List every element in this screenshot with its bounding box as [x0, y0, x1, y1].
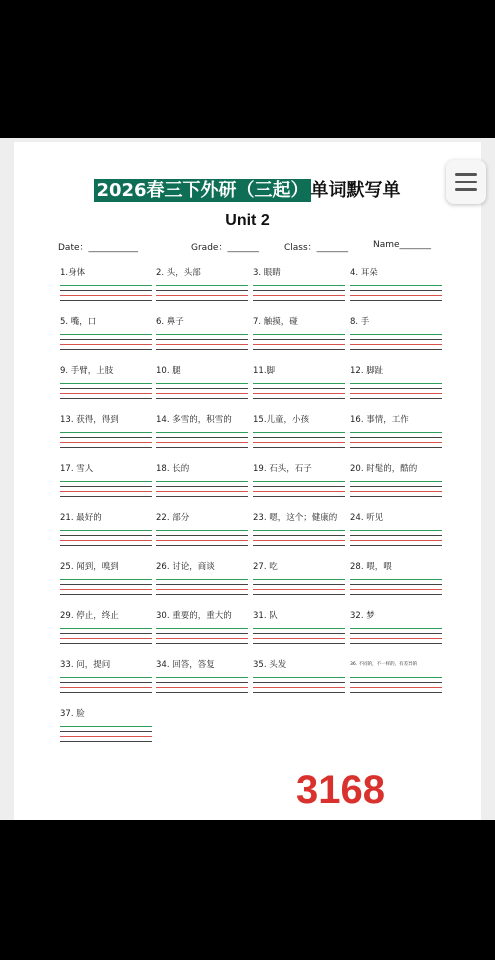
word-item	[60, 511, 152, 546]
writing-lines[interactable]	[253, 432, 345, 448]
writing-lines[interactable]	[156, 334, 248, 350]
writing-line	[156, 447, 248, 448]
writing-line	[350, 496, 442, 497]
writing-line	[156, 643, 248, 644]
writing-line	[350, 295, 442, 296]
writing-line	[60, 584, 152, 585]
word-item	[60, 266, 152, 301]
word-item-label: 7. 触摸，碰	[253, 317, 298, 327]
writing-line	[156, 628, 248, 629]
word-item-label: 32. 梦	[350, 611, 375, 621]
word-item-label: 30. 重要的，重大的	[156, 611, 232, 621]
word-item-label: 20. 时髦的，酷的	[350, 464, 418, 474]
word-item	[253, 315, 345, 350]
name-field: Name_______	[373, 240, 432, 250]
writing-lines[interactable]	[350, 579, 442, 595]
word-item	[350, 462, 442, 497]
writing-lines[interactable]	[350, 383, 442, 399]
counter-badge: 3168	[296, 768, 385, 812]
writing-lines[interactable]	[350, 481, 442, 497]
word-item	[350, 266, 442, 301]
writing-line	[60, 535, 152, 536]
writing-line	[253, 496, 345, 497]
writing-line	[350, 677, 442, 678]
word-item-label: 9. 手臂，上肢	[60, 366, 114, 376]
writing-line	[60, 339, 152, 340]
writing-line	[156, 393, 248, 394]
writing-line	[156, 633, 248, 634]
word-item-label: 14. 多雪的，积雪的	[156, 415, 232, 425]
writing-line	[253, 290, 345, 291]
word-item-label: 26. 讨论，商谈	[156, 562, 215, 572]
writing-line	[253, 589, 345, 590]
word-item-label: 22. 部分	[156, 513, 190, 523]
word-item	[60, 315, 152, 350]
writing-line	[156, 638, 248, 639]
writing-line	[350, 643, 442, 644]
document-viewer[interactable]	[0, 138, 495, 820]
word-item	[60, 658, 152, 693]
date-field: Date：___________	[58, 243, 139, 253]
hamburger-menu-icon-bar	[455, 181, 477, 184]
hamburger-menu-icon	[455, 173, 477, 176]
writing-line	[156, 481, 248, 482]
writing-line	[60, 545, 152, 546]
word-item	[350, 511, 442, 546]
writing-line	[156, 300, 248, 301]
writing-line	[60, 442, 152, 443]
writing-line	[253, 545, 345, 546]
writing-line	[253, 633, 345, 634]
writing-lines[interactable]	[60, 726, 152, 742]
writing-lines[interactable]	[350, 530, 442, 546]
writing-lines[interactable]	[156, 628, 248, 644]
writing-line	[156, 388, 248, 389]
writing-line	[253, 481, 345, 482]
writing-line	[60, 383, 152, 384]
word-item	[60, 364, 152, 399]
writing-line	[156, 285, 248, 286]
writing-line	[156, 349, 248, 350]
word-item	[156, 413, 248, 448]
writing-line	[156, 339, 248, 340]
writing-line	[253, 677, 345, 678]
writing-line	[350, 486, 442, 487]
worksheet-page	[14, 142, 481, 820]
writing-line	[253, 628, 345, 629]
writing-line	[156, 589, 248, 590]
writing-lines[interactable]	[156, 432, 248, 448]
writing-line	[253, 334, 345, 335]
writing-line	[60, 692, 152, 693]
writing-line	[60, 496, 152, 497]
word-item	[253, 560, 345, 595]
writing-line	[350, 545, 442, 546]
writing-line	[156, 344, 248, 345]
writing-lines[interactable]	[253, 334, 345, 350]
writing-line	[350, 290, 442, 291]
writing-lines[interactable]	[60, 628, 152, 644]
word-item	[156, 462, 248, 497]
writing-lines[interactable]	[60, 432, 152, 448]
grade-field: Grade：_______	[191, 243, 259, 253]
writing-line	[60, 687, 152, 688]
word-item	[156, 560, 248, 595]
word-item-label: 33. 问，提问	[60, 660, 111, 670]
writing-lines[interactable]	[60, 579, 152, 595]
writing-line	[60, 638, 152, 639]
writing-line	[350, 638, 442, 639]
writing-line	[350, 491, 442, 492]
writing-line	[350, 344, 442, 345]
word-item	[350, 560, 442, 595]
writing-line	[253, 432, 345, 433]
writing-line	[60, 447, 152, 448]
writing-line	[253, 540, 345, 541]
writing-line	[253, 643, 345, 644]
word-item	[60, 560, 152, 595]
writing-line	[60, 677, 152, 678]
word-item	[156, 511, 248, 546]
writing-line	[350, 584, 442, 585]
writing-line	[156, 383, 248, 384]
word-item-label: 13. 获得，得到	[60, 415, 119, 425]
writing-line	[60, 628, 152, 629]
writing-line	[350, 388, 442, 389]
writing-line	[253, 682, 345, 683]
word-item-label: 8. 手	[350, 317, 370, 327]
writing-line	[60, 579, 152, 580]
writing-line	[156, 290, 248, 291]
writing-line	[350, 447, 442, 448]
writing-line	[60, 432, 152, 433]
writing-line	[350, 540, 442, 541]
writing-lines[interactable]	[253, 481, 345, 497]
word-item-label: 34. 回答，答复	[156, 660, 215, 670]
writing-line	[60, 290, 152, 291]
word-item-label: 11.脚	[253, 366, 276, 376]
writing-lines[interactable]	[60, 677, 152, 693]
writing-lines[interactable]	[60, 334, 152, 350]
writing-line	[253, 383, 345, 384]
word-item-label: 10. 腿	[156, 366, 181, 376]
writing-line	[156, 442, 248, 443]
writing-line	[60, 594, 152, 595]
writing-line	[253, 300, 345, 301]
writing-line	[253, 486, 345, 487]
writing-line	[60, 388, 152, 389]
writing-line	[156, 496, 248, 497]
title-rest: 单词默写单	[310, 180, 401, 201]
writing-line	[60, 741, 152, 742]
writing-line	[156, 535, 248, 536]
writing-line	[156, 432, 248, 433]
writing-lines[interactable]	[253, 579, 345, 595]
writing-line	[156, 692, 248, 693]
writing-line	[350, 682, 442, 683]
writing-lines[interactable]	[156, 530, 248, 546]
writing-line	[350, 530, 442, 531]
word-item	[253, 511, 345, 546]
writing-line	[253, 285, 345, 286]
writing-line	[253, 692, 345, 693]
writing-line	[60, 344, 152, 345]
writing-line	[350, 633, 442, 634]
word-item	[60, 462, 152, 497]
word-item	[156, 658, 248, 693]
writing-line	[350, 437, 442, 438]
writing-line	[253, 442, 345, 443]
writing-line	[156, 687, 248, 688]
writing-line	[350, 300, 442, 301]
word-item-label: 12. 脚趾	[350, 366, 384, 376]
word-item-label: 17. 雪人	[60, 464, 94, 474]
writing-lines[interactable]	[156, 579, 248, 595]
writing-line	[60, 726, 152, 727]
word-item	[253, 266, 345, 301]
word-item-label: 1.身体	[60, 268, 86, 278]
writing-line	[350, 285, 442, 286]
writing-line	[253, 579, 345, 580]
word-item	[253, 413, 345, 448]
word-item-label: 24. 听见	[350, 513, 384, 523]
writing-line	[350, 579, 442, 580]
writing-line	[60, 393, 152, 394]
writing-lines[interactable]	[253, 530, 345, 546]
writing-line	[156, 530, 248, 531]
word-item-label: 16. 事情，工作	[350, 415, 409, 425]
writing-line	[156, 334, 248, 335]
word-item	[156, 364, 248, 399]
writing-line	[253, 398, 345, 399]
writing-line	[350, 393, 442, 394]
writing-line	[350, 349, 442, 350]
writing-line	[350, 589, 442, 590]
word-item-label: 37. 脸	[60, 709, 85, 719]
writing-line	[253, 447, 345, 448]
writing-lines[interactable]	[350, 432, 442, 448]
writing-lines[interactable]	[156, 677, 248, 693]
title-highlight: 2026春三下外研（三起）	[96, 180, 309, 201]
word-item	[253, 462, 345, 497]
writing-lines[interactable]	[156, 481, 248, 497]
writing-line	[253, 393, 345, 394]
word-item	[350, 413, 442, 448]
word-item	[253, 658, 345, 693]
writing-line	[156, 398, 248, 399]
word-item	[350, 315, 442, 350]
writing-line	[60, 643, 152, 644]
writing-line	[60, 491, 152, 492]
writing-line	[253, 491, 345, 492]
writing-line	[60, 736, 152, 737]
writing-lines[interactable]	[253, 628, 345, 644]
writing-line	[60, 633, 152, 634]
word-item	[350, 609, 442, 644]
writing-line	[253, 584, 345, 585]
writing-lines[interactable]	[350, 677, 442, 693]
writing-line	[253, 349, 345, 350]
writing-lines[interactable]	[60, 383, 152, 399]
writing-line	[60, 589, 152, 590]
writing-lines[interactable]	[253, 677, 345, 693]
word-item-label: 31. 队	[253, 611, 278, 621]
writing-line	[253, 437, 345, 438]
writing-lines[interactable]	[156, 285, 248, 301]
writing-line	[156, 437, 248, 438]
writing-line	[156, 295, 248, 296]
word-item	[253, 364, 345, 399]
word-item	[60, 413, 152, 448]
class-field: Class：_______	[284, 243, 349, 253]
word-item	[156, 266, 248, 301]
writing-line	[60, 481, 152, 482]
writing-lines[interactable]	[253, 383, 345, 399]
writing-line	[350, 594, 442, 595]
writing-line	[60, 334, 152, 335]
writing-line	[156, 594, 248, 595]
writing-line	[60, 285, 152, 286]
word-item-label: 6. 鼻子	[156, 317, 184, 327]
writing-line	[60, 349, 152, 350]
writing-line	[60, 486, 152, 487]
word-item	[60, 707, 152, 742]
word-item-label: 36. 不同的，不一样的，有差异的	[350, 662, 418, 667]
writing-line	[253, 530, 345, 531]
word-item-label: 23. 嗯，这个；健康的	[253, 513, 338, 523]
writing-line	[253, 638, 345, 639]
writing-lines[interactable]	[60, 481, 152, 497]
writing-line	[60, 540, 152, 541]
word-item	[350, 364, 442, 399]
writing-line	[253, 388, 345, 389]
writing-line	[156, 491, 248, 492]
writing-line	[60, 398, 152, 399]
writing-line	[60, 300, 152, 301]
word-item-label: 29. 停止，终止	[60, 611, 119, 621]
writing-line	[253, 344, 345, 345]
writing-lines[interactable]	[253, 285, 345, 301]
writing-line	[253, 295, 345, 296]
writing-lines[interactable]	[350, 334, 442, 350]
word-item-label: 18. 长的	[156, 464, 190, 474]
menu-button[interactable]	[446, 160, 486, 204]
word-item	[60, 609, 152, 644]
word-item-label: 5. 嘴，口	[60, 317, 97, 327]
writing-line	[156, 584, 248, 585]
writing-line	[350, 334, 442, 335]
writing-line	[350, 628, 442, 629]
writing-line	[253, 594, 345, 595]
word-item-label: 25. 闻到，嗅到	[60, 562, 119, 572]
writing-lines[interactable]	[350, 285, 442, 301]
word-item-label: 3. 眼睛	[253, 268, 281, 278]
word-item-label: 27. 吃	[253, 562, 278, 572]
writing-lines[interactable]	[60, 285, 152, 301]
word-item	[253, 609, 345, 644]
writing-line	[253, 339, 345, 340]
word-item-label: 28. 喂，喂	[350, 562, 392, 572]
writing-line	[60, 437, 152, 438]
writing-line	[253, 687, 345, 688]
writing-line	[156, 677, 248, 678]
writing-line	[60, 530, 152, 531]
word-item-label: 35. 头发	[253, 660, 287, 670]
writing-lines[interactable]	[60, 530, 152, 546]
word-item-label: 19. 石头，石子	[253, 464, 312, 474]
word-item	[350, 658, 442, 693]
writing-line	[350, 339, 442, 340]
writing-line	[253, 535, 345, 536]
word-item-label: 4. 耳朵	[350, 268, 378, 278]
writing-line	[156, 540, 248, 541]
writing-line	[350, 383, 442, 384]
writing-line	[350, 687, 442, 688]
writing-line	[60, 295, 152, 296]
writing-line	[350, 692, 442, 693]
hamburger-menu-icon-bar	[455, 188, 477, 191]
word-item	[156, 315, 248, 350]
word-item-label: 15.儿童，小孩	[253, 415, 310, 425]
word-item-label: 21. 最好的	[60, 513, 102, 523]
writing-line	[156, 486, 248, 487]
writing-lines[interactable]	[156, 383, 248, 399]
word-item-label: 2. 头，头部	[156, 268, 201, 278]
unit-heading: Unit 2	[225, 212, 270, 229]
writing-line	[156, 682, 248, 683]
writing-line	[350, 442, 442, 443]
writing-line	[156, 579, 248, 580]
writing-line	[350, 398, 442, 399]
writing-line	[60, 682, 152, 683]
writing-line	[350, 535, 442, 536]
writing-line	[156, 545, 248, 546]
worksheet-title	[14, 176, 481, 202]
writing-line	[350, 432, 442, 433]
writing-lines[interactable]	[350, 628, 442, 644]
writing-line	[60, 731, 152, 732]
word-item	[156, 609, 248, 644]
writing-line	[350, 481, 442, 482]
